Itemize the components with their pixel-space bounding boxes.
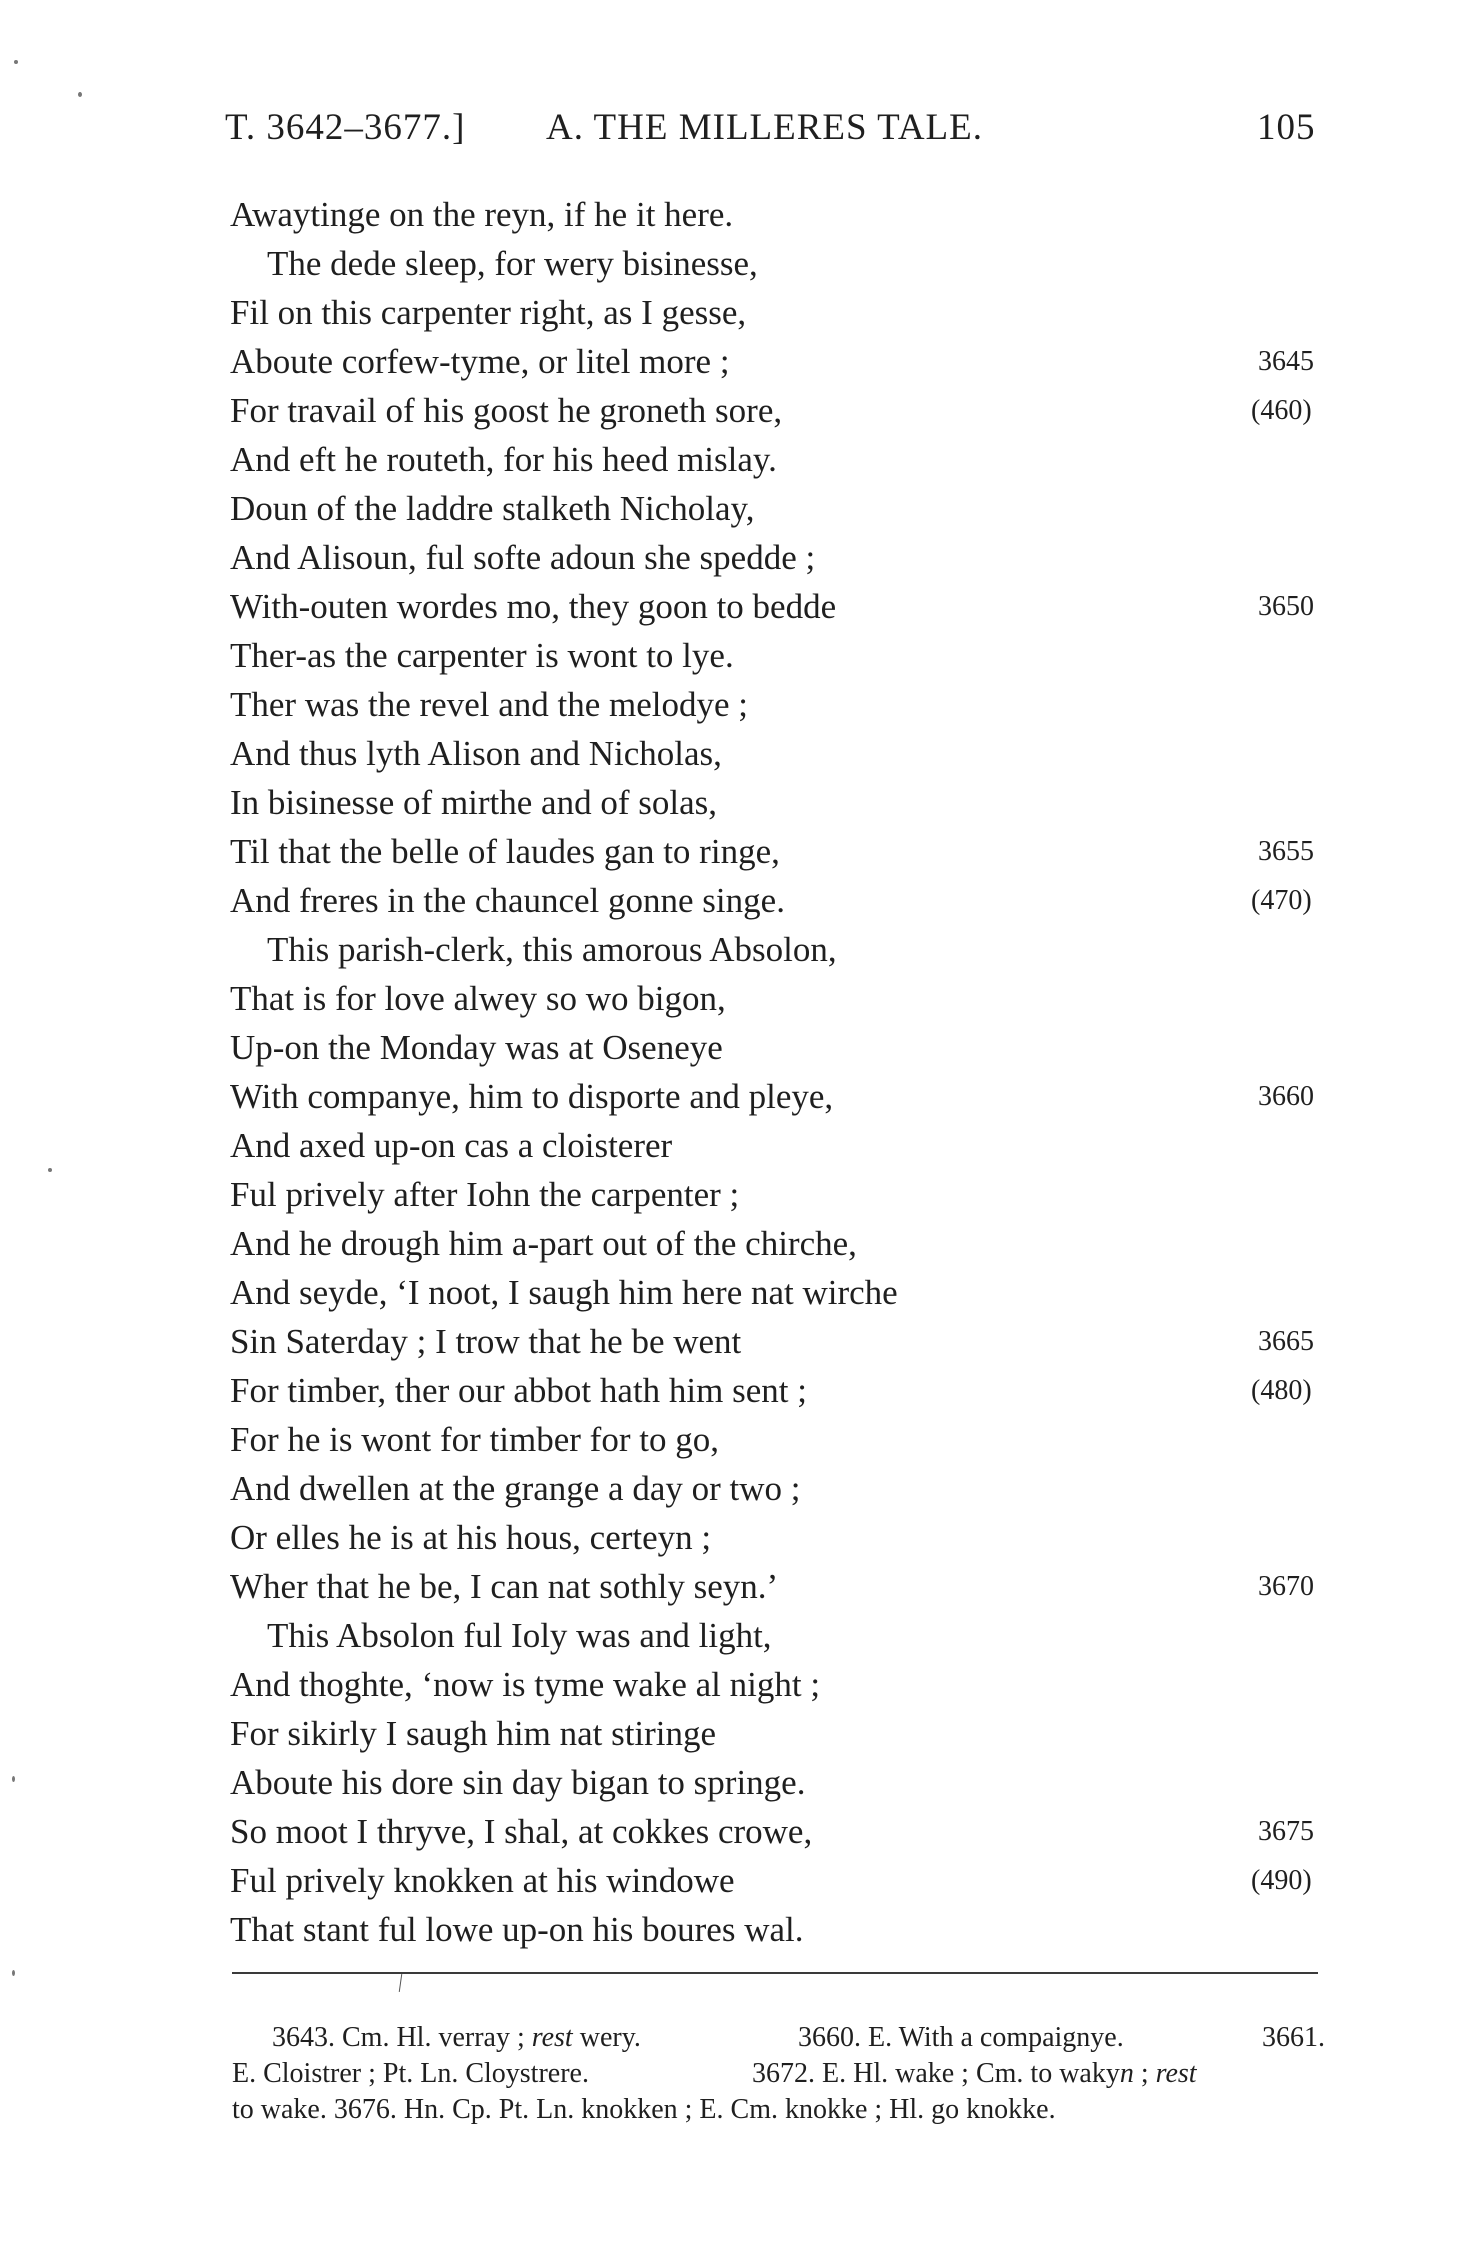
verse-text: Ther was the revel and the melodye ; — [230, 685, 748, 724]
verse-line — [0, 484, 1475, 533]
verse-line — [0, 435, 1475, 484]
footnote-rule — [232, 1972, 1318, 1974]
verse-text: With companye, him to disporte and pleye, — [230, 1077, 834, 1116]
verse-line — [0, 239, 1475, 288]
verse-text: And thoghte, ‘now is tyme wake al night ; — [230, 1665, 821, 1704]
page-number: 105 — [1257, 107, 1316, 148]
verse-text: For travail of his goost he groneth sore, — [230, 391, 783, 430]
footnote-entry: 3672. E. Hl. wake ; Cm. to wakyn ; rest — [752, 2058, 1197, 2089]
verse-text: The dede sleep, for wery bisinesse, — [267, 244, 758, 283]
verse-line — [0, 1660, 1475, 1709]
rule-mark — [399, 1974, 402, 1992]
verse-text: That is for love alwey so wo bigon, — [230, 979, 726, 1018]
verse-text: Wher that he be, I can nat sothly seyn.’ — [230, 1567, 779, 1606]
verse-text: Aboute corfew-tyme, or litel more ; — [230, 342, 730, 381]
verse-line — [0, 533, 1475, 582]
page-title: A. THE MILLERES TALE. — [546, 107, 983, 148]
verse-line — [0, 288, 1475, 337]
tale-line-number: (490) — [1251, 1865, 1312, 1896]
verse-text: Aboute his dore sin day bigan to springe. — [230, 1763, 806, 1802]
verse-line — [0, 778, 1475, 827]
line-number: 3660 — [1258, 1081, 1314, 1112]
verse-text: And Alisoun, ful softe adoun she spedde ; — [230, 538, 816, 577]
verse-line — [0, 582, 1475, 631]
verse-line — [0, 631, 1475, 680]
footnote-line: to wake. 3676. Hn. Cp. Pt. Ln. knokken ; E. Cm. knokke ; Hl. go knokke. — [232, 2094, 1056, 2125]
line-number: 3670 — [1258, 1571, 1314, 1602]
footnote-entry: 3661. — [1262, 2022, 1325, 2053]
verse-line — [0, 337, 1475, 386]
verse-line — [0, 1464, 1475, 1513]
verse-text: Or elles he is at his hous, certeyn ; — [230, 1518, 712, 1557]
verse-text: And dwellen at the grange a day or two ; — [230, 1469, 801, 1508]
tale-line-number: (460) — [1251, 395, 1312, 426]
verse-text: For timber, ther our abbot hath him sent ; — [230, 1371, 807, 1410]
footnote-entry: 3660. E. With a compaignye. — [798, 2022, 1124, 2053]
verse-line — [0, 1807, 1475, 1856]
verse-line — [0, 1709, 1475, 1758]
verse-text: So moot I thryve, I shal, at cokkes crowe, — [230, 1812, 813, 1851]
line-range: T. 3642–3677.] — [225, 107, 466, 148]
verse-line — [0, 1170, 1475, 1219]
verse-text: In bisinesse of mirthe and of solas, — [230, 783, 717, 822]
verse-line — [0, 386, 1475, 435]
tale-line-number: (470) — [1251, 885, 1312, 916]
verse-text: Ther-as the carpenter is wont to lye. — [230, 636, 734, 675]
verse-text: That stant ful lowe up-on his boures wal. — [230, 1910, 804, 1949]
footnote-line: 3643. Cm. Hl. verray ; rest wery. — [272, 2022, 641, 2053]
verse-line — [0, 1317, 1475, 1366]
verse-line — [0, 1513, 1475, 1562]
verse-text: And axed up-on cas a cloisterer — [230, 1126, 673, 1165]
scan-speck — [12, 1776, 15, 1782]
verse-text: This parish-clerk, this amorous Absolon, — [267, 930, 837, 969]
running-head — [0, 106, 1475, 156]
verse-line — [0, 1905, 1475, 1954]
verse-text: And eft he routeth, for his heed mislay. — [230, 440, 777, 479]
verse-text: And freres in the chauncel gonne singe. — [230, 881, 785, 920]
verse-text: Til that the belle of laudes gan to ringe, — [230, 832, 780, 871]
footnote-line: E. Cloistrer ; Pt. Ln. Cloystrere. — [232, 2058, 589, 2089]
verse-text: Up-on the Monday was at Oseneye — [230, 1028, 723, 1067]
line-number: 3665 — [1258, 1326, 1314, 1357]
verse-line — [0, 925, 1475, 974]
tale-line-number: (480) — [1251, 1375, 1312, 1406]
verse-text: And seyde, ‘I noot, I saugh him here nat wirche — [230, 1273, 898, 1312]
verse-line — [0, 1562, 1475, 1611]
verse-text: Fil on this carpenter right, as I gesse, — [230, 293, 747, 332]
scan-speck — [78, 92, 82, 97]
verse-text: Awaytinge on the reyn, if he it here. — [230, 195, 734, 234]
line-number: 3645 — [1258, 346, 1314, 377]
verse-line — [0, 1415, 1475, 1464]
verse-line — [0, 680, 1475, 729]
verse-line — [0, 876, 1475, 925]
verse-text: With-outen wordes mo, they goon to bedde — [230, 587, 837, 626]
verse-text: For sikirly I saugh him nat stiringe — [230, 1714, 717, 1753]
verse-line — [0, 1366, 1475, 1415]
verse-text: For he is wont for timber for to go, — [230, 1420, 719, 1459]
verse-line — [0, 1856, 1475, 1905]
verse-text: Doun of the laddre stalketh Nicholay, — [230, 489, 755, 528]
verse-line — [0, 827, 1475, 876]
verse-line — [0, 729, 1475, 778]
line-number: 3650 — [1258, 591, 1314, 622]
verse-text: This Absolon ful Ioly was and light, — [267, 1616, 772, 1655]
scan-speck — [12, 1970, 15, 1976]
verse-text: And thus lyth Alison and Nicholas, — [230, 734, 722, 773]
verse-line — [0, 1072, 1475, 1121]
verse-text: Ful prively knokken at his windowe — [230, 1861, 735, 1900]
verse-text: And he drough him a-part out of the chirche, — [230, 1224, 857, 1263]
verse-block — [0, 190, 1475, 1954]
line-number: 3655 — [1258, 836, 1314, 867]
verse-line — [0, 1758, 1475, 1807]
verse-line — [0, 974, 1475, 1023]
verse-line — [0, 1219, 1475, 1268]
verse-text: Ful prively after Iohn the carpenter ; — [230, 1175, 740, 1214]
verse-text: Sin Saterday ; I trow that he be went — [230, 1322, 742, 1361]
verse-line — [0, 1121, 1475, 1170]
scan-speck — [14, 60, 18, 64]
scan-speck — [48, 1168, 52, 1172]
verse-line — [0, 1023, 1475, 1072]
verse-line — [0, 1611, 1475, 1660]
verse-line — [0, 1268, 1475, 1317]
verse-line — [0, 190, 1475, 239]
line-number: 3675 — [1258, 1816, 1314, 1847]
